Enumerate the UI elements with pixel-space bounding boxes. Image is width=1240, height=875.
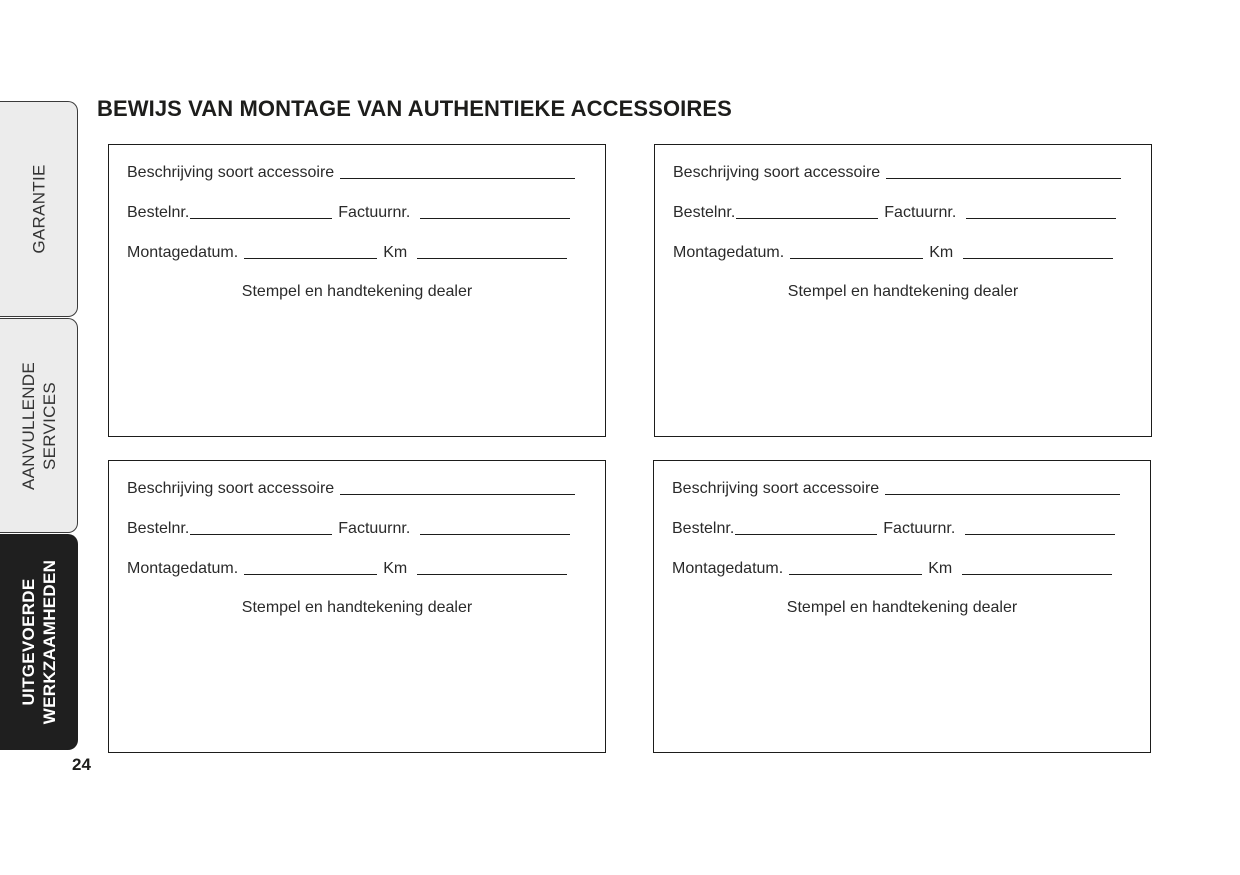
tab-uitgevoerde-werkzaamheden[interactable] xyxy=(0,534,78,750)
description-label: Beschrijving soort accessoire xyxy=(673,164,881,181)
tab-label-line: AANVULLENDE xyxy=(18,361,38,490)
tab-label-line: GARANTIE xyxy=(29,164,48,254)
km-label: Km xyxy=(928,560,953,577)
km-field[interactable] xyxy=(963,258,1113,259)
invoice-number-label: Factuurnr. xyxy=(338,520,411,537)
tab-label xyxy=(18,560,60,724)
dealer-stamp-label: Stempel en handtekening dealer xyxy=(786,599,1018,616)
invoice-number-field[interactable] xyxy=(965,534,1115,535)
tab-label-line: WERKZAAMHEDEN xyxy=(39,559,59,725)
description-row xyxy=(127,161,575,183)
dealer-stamp-label: Stempel en handtekening dealer xyxy=(241,283,473,300)
km-field[interactable] xyxy=(417,574,567,575)
order-number-field[interactable] xyxy=(735,534,877,535)
installation-date-label: Montagedatum. xyxy=(127,560,239,577)
description-label: Beschrijving soort accessoire xyxy=(127,480,335,497)
accessory-card xyxy=(653,460,1151,753)
invoice-number-label: Factuurnr. xyxy=(884,204,957,221)
invoice-number-label: Factuurnr. xyxy=(338,204,411,221)
description-field[interactable] xyxy=(886,178,1121,179)
dealer-stamp-label: Stempel en handtekening dealer xyxy=(787,283,1019,300)
installation-date-label: Montagedatum. xyxy=(673,244,785,261)
tab-label xyxy=(18,361,60,489)
tab-garantie[interactable] xyxy=(0,101,78,317)
order-number-label: Bestelnr. xyxy=(672,520,735,537)
date-km-row xyxy=(673,241,1121,263)
installation-date-field[interactable] xyxy=(790,258,923,259)
tab-label-line: UITGEVOERDE xyxy=(18,578,38,706)
installation-date-label: Montagedatum. xyxy=(672,560,784,577)
description-field[interactable] xyxy=(340,494,575,495)
tab-aanvullende-services[interactable] xyxy=(0,318,78,533)
km-label: Km xyxy=(383,244,408,261)
installation-date-field[interactable] xyxy=(244,258,377,259)
page-number: 24 xyxy=(72,755,91,774)
installation-date-field[interactable] xyxy=(789,574,922,575)
tab-label xyxy=(28,164,49,253)
page-title: BEWIJS VAN MONTAGE VAN AUTHENTIEKE ACCESSOIRES xyxy=(97,96,732,121)
description-label: Beschrijving soort accessoire xyxy=(672,480,880,497)
description-row xyxy=(672,477,1120,499)
order-number-field[interactable] xyxy=(190,218,332,219)
accessory-card xyxy=(108,460,606,753)
km-label: Km xyxy=(383,560,408,577)
order-number-label: Bestelnr. xyxy=(127,520,190,537)
order-invoice-row xyxy=(672,517,1120,539)
date-km-row xyxy=(127,557,575,579)
order-number-label: Bestelnr. xyxy=(673,204,736,221)
km-label: Km xyxy=(929,244,954,261)
invoice-number-field[interactable] xyxy=(420,218,570,219)
order-invoice-row xyxy=(127,201,575,223)
installation-date-field[interactable] xyxy=(244,574,377,575)
order-number-field[interactable] xyxy=(190,534,332,535)
date-km-row xyxy=(672,557,1120,579)
order-invoice-row xyxy=(673,201,1121,223)
invoice-number-label: Factuurnr. xyxy=(883,520,956,537)
tab-label-line: SERVICES xyxy=(39,381,59,470)
order-invoice-row xyxy=(127,517,575,539)
date-km-row xyxy=(127,241,575,263)
order-number-field[interactable] xyxy=(736,218,878,219)
installation-date-label: Montagedatum. xyxy=(127,244,239,261)
accessory-card xyxy=(108,144,606,437)
description-label: Beschrijving soort accessoire xyxy=(127,164,335,181)
description-field[interactable] xyxy=(885,494,1120,495)
order-number-label: Bestelnr. xyxy=(127,204,190,221)
invoice-number-field[interactable] xyxy=(420,534,570,535)
km-field[interactable] xyxy=(962,574,1112,575)
description-row xyxy=(673,161,1121,183)
km-field[interactable] xyxy=(417,258,567,259)
description-field[interactable] xyxy=(340,178,575,179)
dealer-stamp-label: Stempel en handtekening dealer xyxy=(241,599,473,616)
accessory-card xyxy=(654,144,1152,437)
invoice-number-field[interactable] xyxy=(966,218,1116,219)
description-row xyxy=(127,477,575,499)
